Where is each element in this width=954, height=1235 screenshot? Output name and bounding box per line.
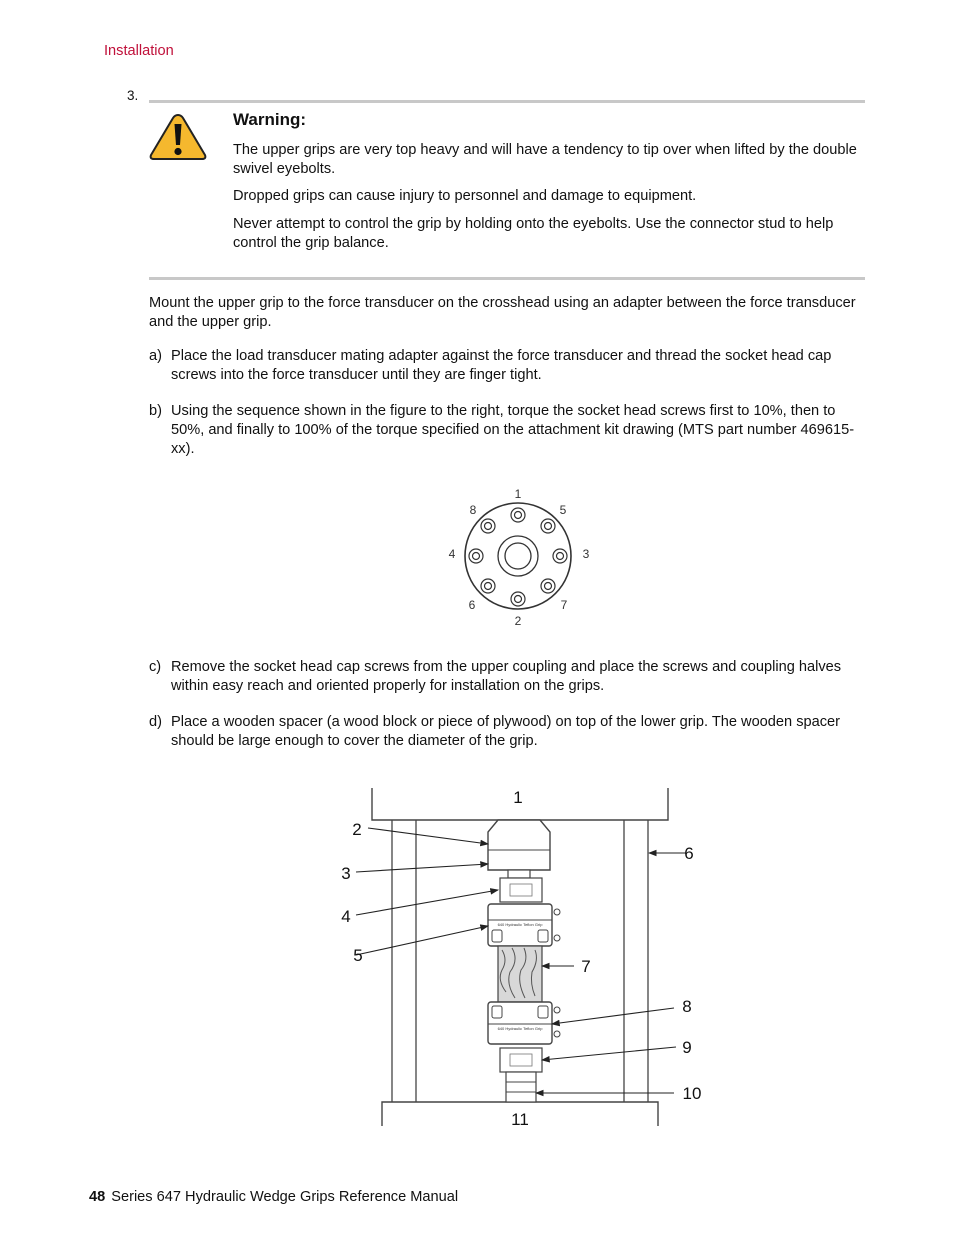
page-number: 48 [89, 1189, 106, 1205]
upper-grip-plate-text: 640 Hydraulic Teflon Grip [497, 922, 543, 927]
bolt-label-6: 6 [468, 598, 476, 612]
list-label: d) [149, 714, 162, 730]
warning-bottom-rule [149, 277, 865, 280]
bolt-label-7: 7 [560, 598, 568, 612]
callout-6: 6 [684, 844, 694, 863]
intro-paragraph: Mount the upper grip to the force transducer on the crosshead using an adapter between the force transducer and the upper grip. [149, 295, 856, 330]
warning-top-rule [149, 100, 865, 103]
bolt-label-8: 8 [469, 503, 477, 517]
lower-grip-plate-text: 640 Hydraulic Teflon Grip [497, 1026, 543, 1031]
callout-2: 2 [352, 820, 362, 839]
bolt-label-1: 1 [514, 487, 522, 501]
running-header: Installation [104, 43, 174, 59]
bolt-label-2: 2 [514, 614, 522, 628]
step-number: 3. [127, 88, 139, 103]
callout-11: 11 [511, 1110, 529, 1129]
bolt-label-5: 5 [559, 503, 567, 517]
callout-10: 10 [682, 1084, 702, 1103]
callout-5: 5 [353, 946, 363, 965]
list-text: Place a wooden spacer (a wood block or piece of plywood) on top of the lower grip. The wooden spacer should be large enough to cover the diameter of the grip. [171, 714, 841, 749]
bolt-pattern-figure [440, 486, 600, 628]
callout-7: 7 [581, 957, 591, 976]
list-label: c) [149, 659, 162, 675]
list-label: a) [149, 348, 162, 364]
list-text: Place the load transducer mating adapter against the force transducer and thread the socket head cap screws into the force transducer until they are finger tight. [171, 348, 832, 383]
warning-paragraph-1: The upper grips are very top heavy and will have a tendency to tip over when lifted by the double swivel eyebolts. [233, 142, 857, 177]
list-label: b) [149, 403, 162, 419]
callout-8: 8 [682, 997, 692, 1016]
warning-icon [148, 112, 208, 162]
manual-title: Series 647 Hydraulic Wedge Grips Reference Manual [111, 1189, 459, 1205]
callout-3: 3 [341, 864, 351, 883]
list-text: Using the sequence shown in the figure to the right, torque the socket head screws first to 10%, then to 50%, and finally to 100% of the torque specified on the attachment kit drawing (MTS part number 469615-xx). [171, 403, 855, 457]
bolt-label-3: 3 [582, 547, 590, 561]
warning-paragraph-2: Dropped grips can cause injury to personnel and damage to equipment. [233, 188, 697, 204]
callout-1: 1 [513, 788, 523, 807]
callout-9: 9 [682, 1038, 692, 1057]
callout-4: 4 [341, 907, 351, 926]
warning-title: Warning: [233, 110, 307, 129]
grip-assembly-figure [330, 780, 710, 1130]
warning-paragraph-3: Never attempt to control the grip by holding onto the eyebolts. Use the connector stud to help control the grip balance. [233, 216, 834, 251]
bolt-label-4: 4 [448, 547, 456, 561]
list-text: Remove the socket head cap screws from the upper coupling and place the screws and coupling halves within easy reach and oriented properly for installation on the grips. [171, 659, 842, 694]
page-footer [89, 1189, 458, 1205]
